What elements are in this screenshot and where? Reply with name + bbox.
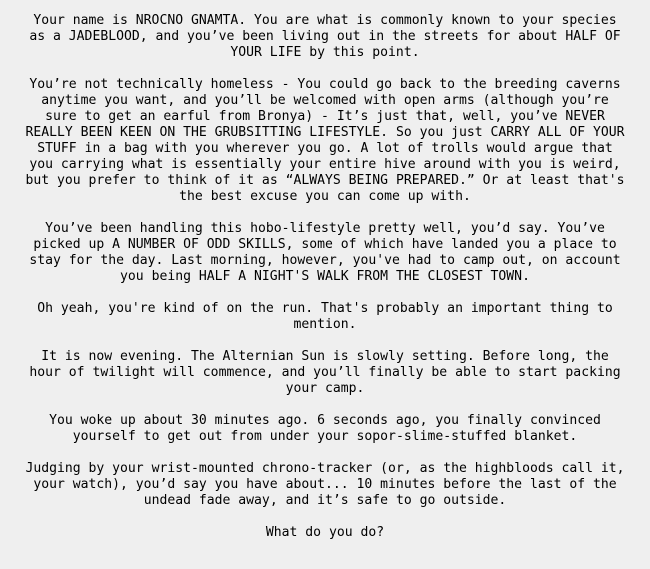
paragraph-lifestyle: You’re not technically homeless - You could go back to the breeding caverns anytime you want, and you’ll be welcomed with open arms (although you’re sure to get an earful from Bronya) - It’s just that, well, you’ve NEVER REALLY BEEN KEEN ON THE GRUBSITTING LIFESTYLE. So you just CARRY ALL OF YOUR STUFF in a bag with you wherever you go. A lot of trolls would argue that you carrying what is essentially your entire hive around with you is weird, but you prefer to think of it as “ALWAYS BEING PREPARED.” Or at least that's the best excuse you can come up with. <box>25 77 625 204</box>
prompt-question: What do you do? <box>265 525 385 540</box>
paragraph-evening: It is now evening. The Alternian Sun is slowly setting. Before long, the hour of twilight will commence, and you’ll finally be able to start packing your camp. <box>29 349 621 396</box>
paragraph-skills: You’ve been handling this hobo-lifestyle pretty well, you’d say. You’ve picked up A NUMBER OF ODD SKILLS, some of which have landed you a place to stay for the day. Last morning, however, you've had to camp out, on account you being HALF A NIGHT'S WALK FROM THE CLOSEST TOWN. <box>29 221 621 284</box>
paragraph-on-the-run: Oh yeah, you're kind of on the run. That's probably an important thing to mention. <box>37 301 613 332</box>
story-text <box>22 13 628 541</box>
paragraph-woke-up: You woke up about 30 minutes ago. 6 seconds ago, you finally convinced yourself to get out from under your sopor-slime-stuffed blanket. <box>49 413 601 444</box>
paragraph-watch: Judging by your wrist-mounted chrono-tracker (or, as the highbloods call it, your watch), you’d say you have about... 10 minutes before the last of the undead fade away, and it’s safe to go outside. <box>25 461 625 508</box>
paragraph-introduction: Your name is NROCNO GNAMTA. You are what is commonly known to your species as a JADEBLOOD, and you’ve been living out in the streets for about HALF OF YOUR LIFE by this point. <box>29 13 621 60</box>
